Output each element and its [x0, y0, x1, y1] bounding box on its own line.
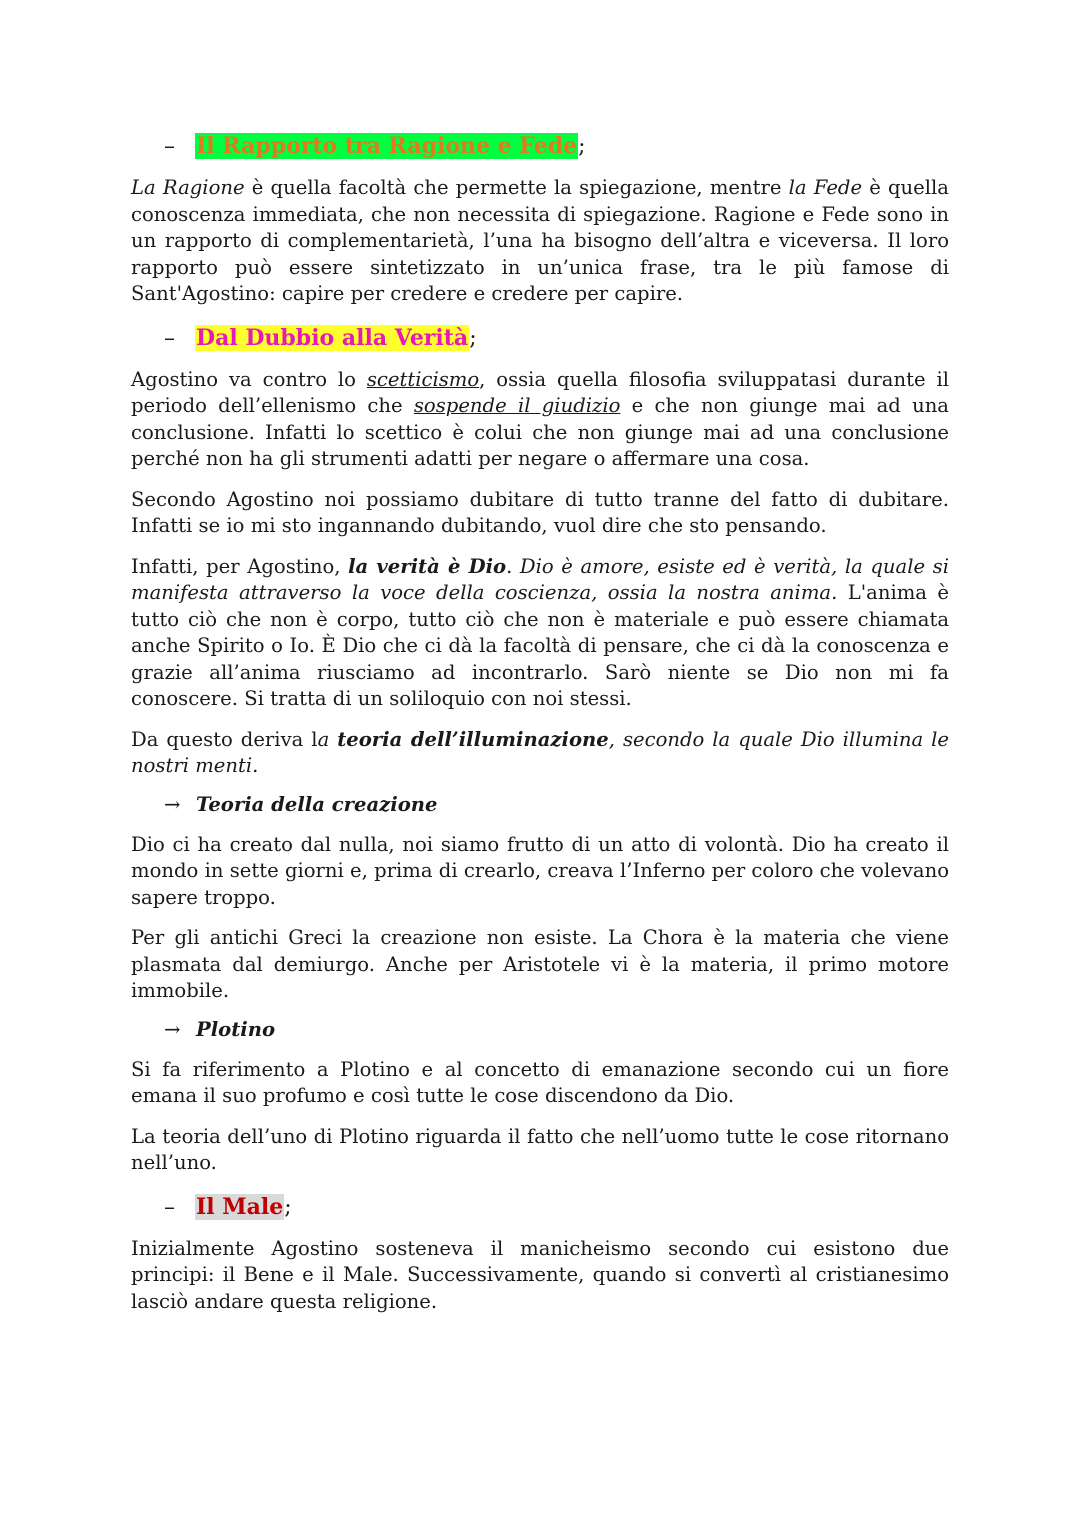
paragraph-creazione: Dio ci ha creato dal nulla, noi siamo frutto di un atto di volontà. Dio ha creato il mondo in sette giorni e, prima di crearlo, creava l’Inferno per coloro che volevano sapere troppo.	[131, 832, 949, 909]
term-teoria-illuminazione: teoria dell’illuminazione	[337, 727, 609, 751]
term-fede: la Fede	[788, 176, 863, 199]
heading-punctuation: ;	[284, 1194, 292, 1220]
text-span: , ossia quella filosofia sviluppatasi durante il periodo dell’ellenismo che	[131, 367, 949, 417]
paragraph-dubitare: Secondo Agostino noi possiamo dubitare di tutto tranne del fatto di dubitare. Infatti se io mi sto ingannando dubitando, vuol dire che sto pensando.	[131, 487, 949, 537]
paragraph-illuminazione	[131, 727, 949, 780]
paragraph-ragione-fede	[131, 175, 949, 308]
bullet-dash: –	[164, 1194, 175, 1220]
text-span: L'anima è tutto ciò che non è corpo, tutto ciò che non è materiale e può essere chiamata anche Spirito o Io. È Dio che ci dà la facoltà di pensare, che ci dà la conoscenza e grazie all’anima riusciamo ad incontrarlo. Sarò niente se Dio non mi fa conoscere. Si tratta di un soliloquio con noi stessi.	[131, 581, 949, 710]
paragraph-greci: Per gli antichi Greci la creazione non esiste. La Chora è la materia che viene plasmata dal demiurgo. Anche per Aristotele vi è la materia, il primo motore immobile.	[131, 926, 949, 1002]
heading-title-ragione-fede: Il Rapporto tra Ragione e Fede	[196, 133, 578, 159]
heading-dubbio-verita	[131, 322, 949, 355]
term-sospende-giudizio: sospende il giudizio	[413, 394, 621, 417]
bullet-dash: –	[164, 325, 175, 351]
text-span: Da questo deriva l	[131, 727, 318, 751]
paragraph-uno: La teoria dell’uno di Plotino riguarda il fatto che nell’uomo tutte le cose ritornano nell’uno.	[131, 1124, 949, 1174]
text-span: .	[506, 554, 520, 578]
heading-ragione-fede	[131, 130, 949, 163]
paragraph-scetticismo	[131, 367, 949, 473]
text-italic-span: , secondo la quale Dio illumina le nostri menti.	[131, 727, 949, 777]
heading-title-dubbio-verita: Dal Dubbio alla Verità	[196, 324, 469, 351]
heading-punctuation: ;	[469, 325, 477, 351]
subheading-title: Plotino	[196, 1017, 276, 1041]
subheading-title: Teoria della creazione	[196, 792, 438, 816]
paragraph-manicheismo: Inizialmente Agostino sosteneva il manicheismo secondo cui esistono due principi: il Bene e il Male. Successivamente, quando si convertì al cristianesimo lasciò andare questa religione.	[131, 1236, 949, 1313]
term-scetticismo: scetticismo	[366, 367, 480, 391]
arrow-right-icon: →	[164, 1017, 181, 1041]
text-italic-span: Dio è amore, esiste ed è verità, la quale si manifesta attraverso la voce della coscienza, ossia la nostra anima.	[131, 554, 949, 604]
heading-punctuation: ;	[578, 134, 586, 159]
heading-title-male: Il Male	[196, 1193, 284, 1220]
text-span: Agostino va contro lo	[131, 367, 367, 391]
text-span: è quella conoscenza immediata, che non necessita di spiegazione. Ragione e Fede sono in un rapporto di complementarietà, l’una ha bisogno dell’altra e viceversa. Il loro rapporto può essere sintetizzato in un’unica frase, tra le più famose di Sant'Agostino: capire per credere e credere per capire.	[131, 176, 949, 305]
term-ragione: La Ragione	[131, 176, 245, 199]
text-italic-span: a	[317, 727, 338, 751]
text-span: è quella facoltà che permette la spiegazione, mentre	[244, 176, 789, 199]
paragraph-verita-dio	[131, 554, 949, 713]
heading-male	[131, 1191, 949, 1224]
paragraph-emanazione: Si fa riferimento a Plotino e al concetto di emanazione secondo cui un fiore emana il suo profumo e così tutte le cose discendono da Dio.	[131, 1057, 949, 1107]
bullet-dash: –	[164, 134, 175, 159]
subheading-plotino	[131, 1015, 949, 1045]
subheading-teoria-creazione	[131, 790, 949, 820]
text-span: Infatti, per Agostino,	[131, 554, 349, 578]
text-span: e che non giunge mai ad una conclusione. Infatti lo scettico è colui che non giunge mai ad una conclusione perché non ha gli strumenti adatti per negare o affermare una cosa.	[131, 394, 949, 470]
term-verita-dio: la verità è Dio	[348, 554, 507, 578]
document-page	[131, 130, 949, 1329]
arrow-right-icon: →	[164, 792, 181, 816]
